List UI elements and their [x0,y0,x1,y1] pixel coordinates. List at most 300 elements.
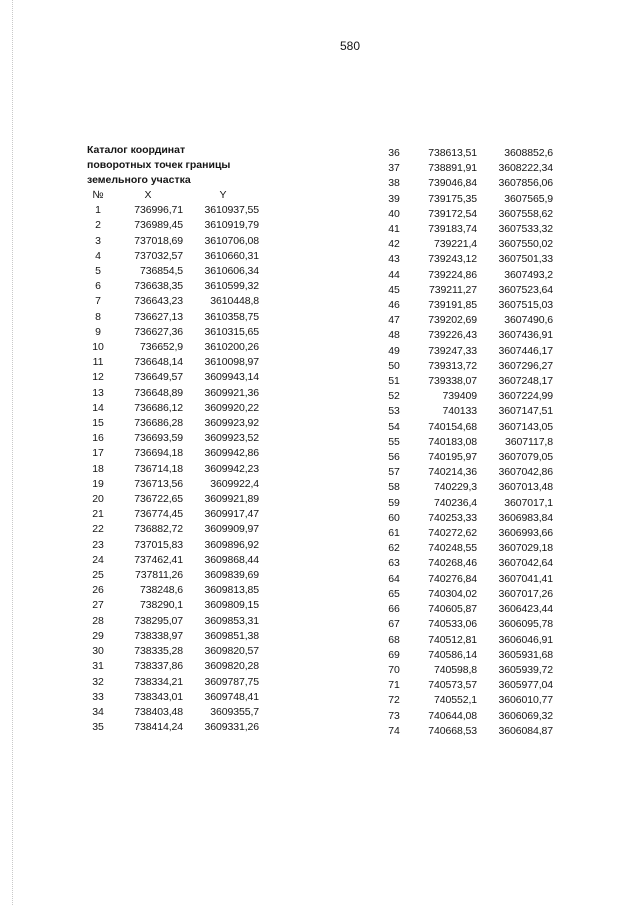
table-row [87,401,259,416]
coordinate-y: 3609923,92 [204,417,259,430]
table-row [381,709,553,724]
coordinates-table-left [87,188,259,735]
coordinate-x: 739313,72 [428,359,477,372]
point-number: 6 [95,280,101,293]
coordinate-x: 739183,74 [428,223,477,236]
table-row [381,556,553,571]
table-row [381,450,553,465]
coordinate-y: 3609748,41 [204,690,259,703]
point-number: 58 [388,481,400,494]
table-row [381,146,553,161]
table-row [381,465,553,480]
coordinate-x: 738337,86 [134,660,183,673]
table-row [381,344,553,359]
point-number: 45 [388,283,400,296]
coordinate-y: 3608852,6 [504,147,553,159]
coordinate-y: 3610358,75 [204,310,259,323]
coordinate-x: 740154,68 [428,420,477,433]
point-number: 9 [95,325,101,338]
coordinate-y: 3605977,04 [498,679,553,692]
point-number: 32 [92,675,104,688]
coordinate-x: 740668,53 [428,724,477,737]
point-number: 40 [388,207,400,220]
coordinate-y: 3609851,38 [204,629,259,642]
table-row [87,644,259,659]
coordinate-y: 3607296,27 [498,359,553,372]
point-number: 1 [95,204,101,217]
point-number: 46 [388,299,400,312]
table-row [381,192,553,207]
table-row [87,370,259,385]
coordinate-y: 3609920,22 [204,401,259,414]
point-number: 7 [95,295,101,308]
coordinate-y: 3610937,55 [204,204,259,217]
point-number: 70 [388,663,400,676]
table-row [381,404,553,419]
coordinate-x: 736652,9 [140,341,183,354]
point-number: 5 [95,265,101,278]
coordinate-y: 3606423,44 [498,603,553,616]
coordinate-x: 740304,02 [428,587,477,600]
table-row [381,161,553,176]
coordinate-y: 3607515,03 [498,299,553,312]
coordinate-y: 3607550,02 [498,238,553,251]
coordinate-y: 3607436,91 [498,329,553,342]
point-number: 21 [92,508,104,521]
coordinate-x: 738403,48 [134,705,183,718]
coordinate-x: 740573,57 [428,679,477,692]
table-row [87,507,259,522]
table-row [87,598,259,613]
point-number: 26 [92,584,104,597]
coordinate-x: 740195,97 [428,451,477,464]
coordinate-x: 736686,12 [134,401,183,414]
coordinate-x: 740229,3 [434,481,477,494]
table-row [381,480,553,495]
coordinate-y: 3609839,69 [204,569,259,582]
coordinate-y: 3607041,41 [498,572,553,585]
coordinate-x: 739226,43 [428,329,477,342]
table-row [87,355,259,370]
point-number: 4 [95,249,101,262]
coordinate-x: 738335,28 [134,645,183,658]
coordinate-x: 736649,57 [134,371,183,384]
coordinate-y: 3609923,52 [204,432,259,445]
point-number: 14 [92,401,104,414]
coordinate-y: 3609355,7 [210,705,259,718]
coordinate-x: 739191,85 [428,299,477,312]
header-number: № [92,189,104,201]
point-number: 72 [388,694,400,707]
table-row [381,176,553,191]
coordinate-y: 3609820,28 [204,660,259,673]
table-row [381,222,553,237]
catalog-title-line: поворотных точек границы [87,159,231,172]
table-row [381,435,553,450]
coordinate-x: 739202,69 [428,314,477,327]
point-number: 13 [92,386,104,399]
coordinate-y: 3607042,64 [498,557,553,570]
coordinate-x: 740644,08 [428,709,477,722]
coordinate-y: 3610919,79 [204,219,259,232]
point-number: 41 [388,223,400,236]
table-row [381,526,553,541]
point-number: 60 [388,511,400,524]
table-row [87,675,259,690]
table-row [87,340,259,355]
table-row [381,633,553,648]
table-row [87,325,259,340]
coordinate-x: 740552,1 [434,694,477,707]
coordinate-y: 3610660,31 [204,249,259,262]
table-row [87,614,259,629]
table-row [381,420,553,435]
coordinate-x: 738343,01 [134,690,183,703]
coordinate-y: 3609331,26 [204,721,259,734]
point-number: 71 [388,679,400,692]
coordinate-x: 740598,8 [434,663,477,676]
table-row [87,720,259,735]
table-row [87,705,259,720]
point-number: 34 [92,705,104,718]
coordinate-x: 736854,5 [140,265,183,278]
table-row [381,602,553,617]
coordinate-x: 737032,57 [134,249,183,262]
coordinate-y: 3607493,2 [504,268,553,281]
coordinate-x: 738248,6 [140,584,183,597]
coordinate-y: 3605931,68 [498,648,553,661]
point-number: 51 [388,375,400,388]
coordinate-x: 736774,45 [134,508,183,521]
coordinates-table-body-left [87,203,259,735]
table-row [381,298,553,313]
coordinate-y: 3607079,05 [498,451,553,464]
coordinate-x: 740214,36 [428,466,477,479]
point-number: 19 [92,477,104,490]
point-number: 35 [92,721,104,734]
point-number: 52 [388,390,400,403]
coordinate-y: 3609809,15 [204,599,259,612]
coordinate-y: 3607558,62 [498,207,553,220]
point-number: 69 [388,648,400,661]
coordinate-y: 3609909,97 [204,523,259,536]
coordinate-x: 736989,45 [134,219,183,232]
table-row [87,492,259,507]
point-number: 39 [388,192,400,205]
point-number: 54 [388,420,400,433]
table-row [381,496,553,511]
coordinate-x: 737018,69 [134,234,183,247]
table-row [87,629,259,644]
point-number: 55 [388,435,400,448]
table-row [87,234,259,249]
coordinate-x: 740183,08 [428,435,477,448]
coordinate-y: 3606069,32 [498,709,553,722]
point-number: 17 [92,447,104,460]
point-number: 12 [92,371,104,384]
coordinate-x: 737015,83 [134,538,183,551]
table-row [381,268,553,283]
coordinate-x: 739172,54 [428,207,477,220]
coordinate-x: 736693,59 [134,432,183,445]
header-x: X [144,189,152,201]
coordinate-x: 738613,51 [428,147,477,159]
point-number: 61 [388,527,400,540]
coordinates-table-right [381,146,553,739]
point-number: 47 [388,314,400,327]
table-row [87,568,259,583]
table-row [87,310,259,325]
coordinate-y: 3609922,4 [210,477,259,490]
table-row [381,359,553,374]
catalog-title-line: Каталог координат [87,144,186,156]
coordinate-x: 740253,33 [428,511,477,524]
coordinate-x: 738414,24 [134,721,183,734]
table-row [87,690,259,705]
table-row [381,313,553,328]
table-row [381,511,553,526]
coordinate-y: 3607042,86 [498,466,553,479]
point-number: 65 [388,587,400,600]
point-number: 29 [92,629,104,642]
point-number: 16 [92,432,104,445]
point-number: 49 [388,344,400,357]
point-number: 10 [92,341,104,354]
coordinate-x: 736627,13 [134,310,183,323]
catalog-title [87,143,277,189]
coordinate-y: 3606993,66 [498,527,553,540]
table-row [87,477,259,492]
coordinate-y: 3609813,85 [204,584,259,597]
point-number: 56 [388,451,400,464]
point-number: 33 [92,690,104,703]
point-number: 2 [95,219,101,232]
coordinate-y: 3607017,26 [498,587,553,600]
point-number: 64 [388,572,400,585]
coordinate-y: 3610098,97 [204,356,259,369]
coordinate-y: 3609942,23 [204,462,259,475]
point-number: 59 [388,496,400,509]
coordinate-y: 3610706,08 [204,234,259,247]
coordinate-y: 3610448,8 [210,295,259,308]
point-number: 3 [95,234,101,247]
coordinate-x: 736713,56 [134,477,183,490]
coordinate-x: 739175,35 [428,192,477,205]
coordinate-y: 3607523,64 [498,283,553,296]
coordinate-y: 3607856,06 [498,177,553,190]
coordinate-y: 3606084,87 [498,724,553,737]
coordinate-x: 739211,27 [429,283,477,296]
point-number: 37 [388,162,400,175]
table-row [87,279,259,294]
coordinate-x: 738334,21 [134,675,183,688]
point-number: 53 [388,405,400,418]
coordinate-y: 3609868,44 [204,553,259,566]
coordinate-x: 739247,33 [428,344,477,357]
coordinate-y: 3609820,57 [204,645,259,658]
table-row [381,617,553,632]
point-number: 23 [92,538,104,551]
table-row [381,252,553,267]
table-row [381,572,553,587]
coordinate-y: 3607446,17 [498,344,553,357]
table-row [381,663,553,678]
coordinate-y: 3609921,89 [204,493,259,506]
table-row [87,522,259,537]
table-row [87,446,259,461]
table-row [381,237,553,252]
coordinate-y: 3607224,99 [498,390,553,403]
point-number: 38 [388,177,400,190]
coordinate-y: 3608222,34 [498,162,553,175]
coordinate-x: 740268,46 [428,557,477,570]
table-row [87,203,259,218]
coordinate-y: 3607143,05 [498,420,553,433]
coordinate-x: 740236,4 [434,496,477,509]
point-number: 44 [388,268,400,281]
point-number: 11 [92,356,104,369]
coordinate-x: 739243,12 [428,253,477,266]
coordinate-y: 3610315,65 [204,325,259,338]
header-y: Y [219,189,227,201]
point-number: 24 [92,553,104,566]
coordinate-x: 740248,55 [428,542,477,555]
coordinate-x: 739409 [442,390,477,403]
point-number: 31 [92,660,104,673]
coordinate-x: 737462,41 [134,553,183,566]
page-number: 580 [339,39,361,53]
coordinate-x: 738290,1 [140,599,183,612]
catalog-title-line: земельного участка [87,174,191,187]
coordinate-y: 3606095,78 [498,618,553,631]
table-row [87,294,259,309]
coordinate-y: 3609942,86 [204,447,259,460]
point-number: 62 [388,542,400,555]
coordinate-x: 739046,84 [428,177,477,190]
coordinate-x: 739224,86 [428,268,477,281]
coordinate-y: 3607248,17 [498,375,553,388]
coordinate-x: 736686,28 [134,417,183,430]
point-number: 50 [388,359,400,372]
coordinate-y: 3607017,1 [504,496,553,509]
coordinate-y: 3606010,77 [498,694,553,707]
coordinate-y: 3609917,47 [204,508,259,521]
coordinate-x: 736648,89 [134,386,183,399]
table-row [381,541,553,556]
coordinate-x: 736722,65 [134,493,183,506]
point-number: 48 [388,329,400,342]
point-number: 28 [92,614,104,627]
table-row [381,693,553,708]
table-row [87,416,259,431]
coordinate-y: 3607013,48 [498,481,553,494]
coordinate-x: 740272,62 [428,527,477,540]
coordinate-x: 736627,36 [134,325,183,338]
coordinate-x: 740133 [442,405,477,418]
point-number: 42 [388,238,400,251]
table-row [87,431,259,446]
table-row [381,724,553,739]
table-row [381,328,553,343]
coordinate-x: 740276,84 [428,572,477,585]
point-number: 8 [95,310,101,323]
coordinate-y: 3607565,9 [504,192,553,205]
coordinate-y: 3606983,84 [498,511,553,524]
table-header-row [87,188,259,203]
table-row [381,374,553,389]
coordinate-y: 3607029,18 [498,542,553,555]
table-row [381,648,553,663]
coordinate-x: 738338,97 [134,629,183,642]
coordinate-x: 736638,35 [134,280,183,293]
point-number: 30 [92,645,104,658]
table-row [381,389,553,404]
table-row [87,659,259,674]
coordinate-x: 740605,87 [428,603,477,616]
table-row [381,207,553,222]
point-number: 22 [92,523,104,536]
coordinate-x: 740533,06 [428,618,477,631]
point-number: 74 [388,724,400,737]
coordinate-y: 3607147,51 [498,405,553,418]
coordinate-y: 3609853,31 [204,614,259,627]
point-number: 25 [92,569,104,582]
table-row [87,583,259,598]
coordinate-y: 3610200,26 [204,341,259,354]
coordinate-x: 740586,14 [428,648,477,661]
coordinate-x: 740512,81 [428,633,477,646]
coordinate-y: 3606046,91 [498,633,553,646]
point-number: 57 [388,466,400,479]
coordinate-x: 737811,26 [135,569,183,582]
coordinate-x: 736694,18 [134,447,183,460]
point-number: 67 [388,618,400,631]
point-number: 66 [388,603,400,616]
coordinate-y: 3609943,14 [204,371,259,384]
coordinate-y: 3609921,36 [204,386,259,399]
table-row [87,249,259,264]
point-number: 18 [92,462,104,475]
coordinate-y: 3607501,33 [498,253,553,266]
coordinate-x: 738891,91 [428,162,477,175]
coordinate-x: 736882,72 [134,523,183,536]
table-row [87,462,259,477]
coordinate-x: 739221,4 [434,238,477,251]
point-number: 15 [92,417,104,430]
coordinate-x: 736996,71 [134,204,183,217]
coordinate-x: 736643,23 [134,295,183,308]
coordinates-table-body-right [381,146,553,739]
table-row [87,538,259,553]
table-row [87,386,259,401]
table-row [381,283,553,298]
table-row [381,587,553,602]
coordinate-y: 3609896,92 [204,538,259,551]
coordinate-y: 3607533,32 [498,223,553,236]
point-number: 63 [388,557,400,570]
point-number: 68 [388,633,400,646]
point-number: 73 [388,709,400,722]
coordinate-x: 736714,18 [134,462,183,475]
coordinate-y: 3605939,72 [498,663,553,676]
table-row [381,678,553,693]
coordinate-y: 3610599,32 [204,280,259,293]
coordinate-y: 3610606,34 [204,265,259,278]
coordinate-y: 3609787,75 [204,675,259,688]
coordinate-x: 739338,07 [428,375,477,388]
coordinate-y: 3607490,6 [504,314,553,327]
page-margin-line [12,0,13,905]
